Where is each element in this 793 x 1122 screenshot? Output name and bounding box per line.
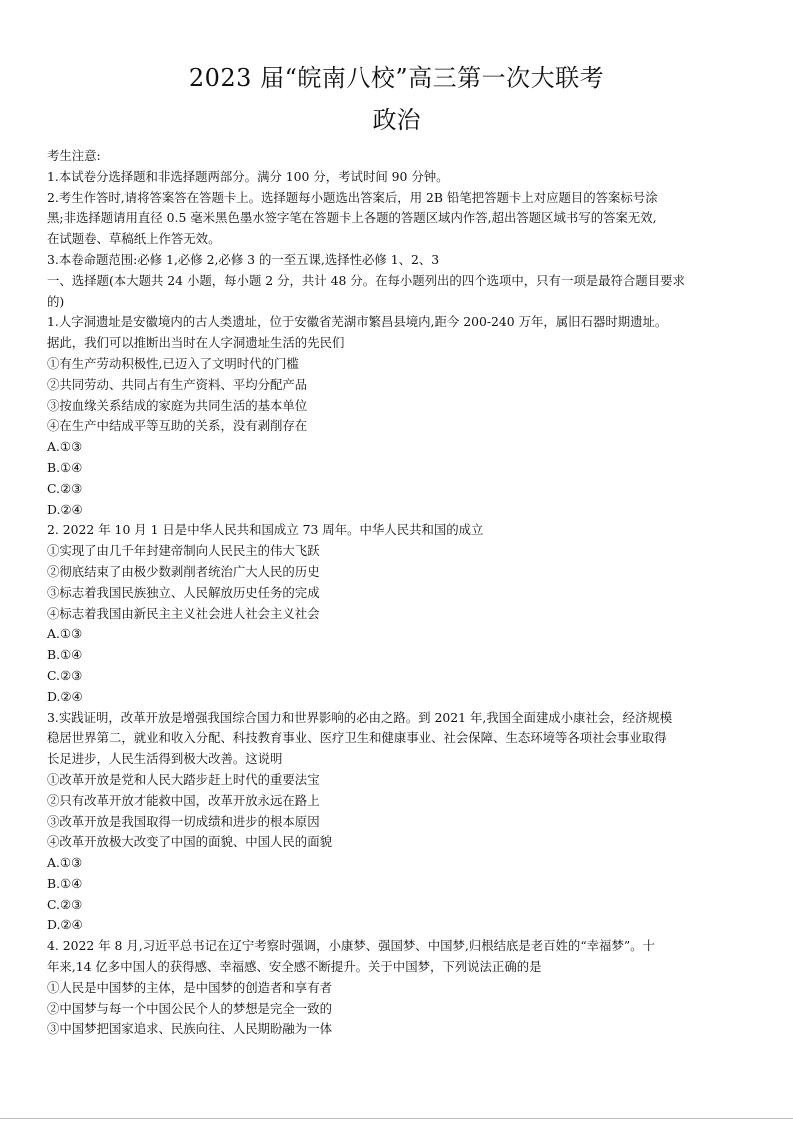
q1-stem-line-1: 1.人字洞遗址是安徽境内的古人类遗址，位于安徽省芜湖市繁昌县境内,距今 200-240 万年，属旧石器时期遗址。 xyxy=(47,314,668,330)
q2-statement-1: ①实现了由几千年封建帝制向人民民主的伟大飞跃 xyxy=(47,543,320,559)
q3-statement-4: ④改革开放极大改变了中国的面貌、中国人民的面貌 xyxy=(47,834,332,850)
q1-option-b: B.①④ xyxy=(47,459,83,475)
q1-option-d: D.②④ xyxy=(47,501,83,517)
section-heading-line-1: 一、选择题(本大题共 24 小题，每小题 2 分，共计 48 分。在每小题列出的四个选项中，只有一项是最符合题目要求 xyxy=(47,272,685,288)
q4-stem-line-2: 年来,14 亿多中国人的获得感、幸福感、安全感不断提升。关于中国梦，下列说法正确的是 xyxy=(47,959,542,975)
q3-option-c: C.②③ xyxy=(47,896,83,912)
q2-statement-4: ④标志着我国由新民主主义社会进人社会主义社会 xyxy=(47,605,320,621)
q2-statement-2: ②彻底结束了由极少数剥削者统治广大人民的历史 xyxy=(47,563,320,579)
q1-statement-1: ①有生产劳动积极性,已迈入了文明时代的门槛 xyxy=(47,355,299,371)
q2-option-b: B.①④ xyxy=(47,647,83,663)
exam-title: 2023 届“皖南八校”高三第一次大联考 xyxy=(188,64,605,92)
q3-option-d: D.②④ xyxy=(47,917,83,933)
q3-statement-3: ③改革开放是我国取得一切成绩和进步的根本原因 xyxy=(47,813,320,829)
q1-statement-2: ②共同劳动、共同占有生产资料、平均分配产品 xyxy=(47,376,308,392)
q3-option-b: B.①④ xyxy=(47,875,83,891)
notice-item-2-line-3: 在试题卷、草稿纸上作答无效。 xyxy=(47,231,221,247)
q3-statement-1: ①改革开放是党和人民大踏步赶上时代的重要法宝 xyxy=(47,771,320,787)
q4-stem-line-1: 4. 2022 年 8 月,习近平总书记在辽宁考察时强调，小康梦、强国梦、中国梦,归根结底是老百姓的“幸福梦”。十 xyxy=(47,938,655,954)
notice-item-1: 1.本试卷分选择题和非选择题两部分。满分 100 分，考试时间 90 分钟。 xyxy=(47,168,449,184)
q3-stem-line-2: 稳居世界第二，就业和收入分配、科技教育事业、医疗卫生和健康事业、社会保障、生态环境等各项社会事业取得 xyxy=(47,730,667,746)
notice-heading: 考生注意: xyxy=(47,148,101,163)
q1-stem-line-2: 据此，我们可以推断出当时在人字洞遗址生活的先民们 xyxy=(47,335,345,351)
q1-statement-3: ③按血缘关系结成的家庭为共同生活的基本单位 xyxy=(47,397,308,413)
q2-stem-line-1: 2. 2022 年 10 月 1 日是中华人民共和国成立 73 周年。中华人民共和国的成立 xyxy=(47,522,484,538)
q3-stem-line-1: 3.实践证明，改革开放是增强我国综合国力和世界影响的必由之路。到 2021 年,我国全面建成小康社会，经济规模 xyxy=(47,709,673,725)
page-bottom-divider xyxy=(0,1118,793,1119)
q4-statement-1: ①人民是中国梦的主体，是中国梦的创造者和享有者 xyxy=(47,979,332,995)
q3-stem-line-3: 长足进步，人民生活得到极大改善。这说明 xyxy=(47,751,283,767)
subject-title: 政治 xyxy=(372,106,421,134)
q3-option-a: A.①③ xyxy=(47,855,83,871)
q2-option-d: D.②④ xyxy=(47,688,83,704)
exam-body xyxy=(47,146,752,1040)
notice-item-2-line-2: 黑;非选择题请用直径 0.5 毫米黑色墨水签字笔在答题卡上各题的答题区域内作答,超出答题区域书写的答案无效, xyxy=(47,210,657,226)
q2-option-a: A.①③ xyxy=(47,626,83,642)
section-heading-line-2: 的) xyxy=(47,293,65,309)
q4-statement-3: ③中国梦把国家追求、民族向往、人民期盼融为一体 xyxy=(47,1021,332,1037)
q1-statement-4: ④在生产中结成平等互助的关系，没有剥削存在 xyxy=(47,418,308,434)
q2-statement-3: ③标志着我国民族独立、人民解放历史任务的完成 xyxy=(47,584,320,600)
notice-item-3: 3.本卷命题范围:必修 1,必修 2,必修 3 的一至五课,选择性必修 1、2、3 xyxy=(47,251,440,267)
notice-item-2-line-1: 2.考生作答时,请将答案答在答题卡上。选择题每小题选出答案后，用 2B 铅笔把答题卡上对应题目的答案标号涂 xyxy=(47,189,658,205)
q4-statement-2: ②中国梦与每一个中国公民个人的梦想是完全一致的 xyxy=(47,1000,332,1016)
q3-statement-2: ②只有改革开放才能救中国，改革开放永远在路上 xyxy=(47,792,320,808)
q1-option-a: A.①③ xyxy=(47,439,83,455)
q1-option-c: C.②③ xyxy=(47,480,83,496)
q2-option-c: C.②③ xyxy=(47,667,83,683)
